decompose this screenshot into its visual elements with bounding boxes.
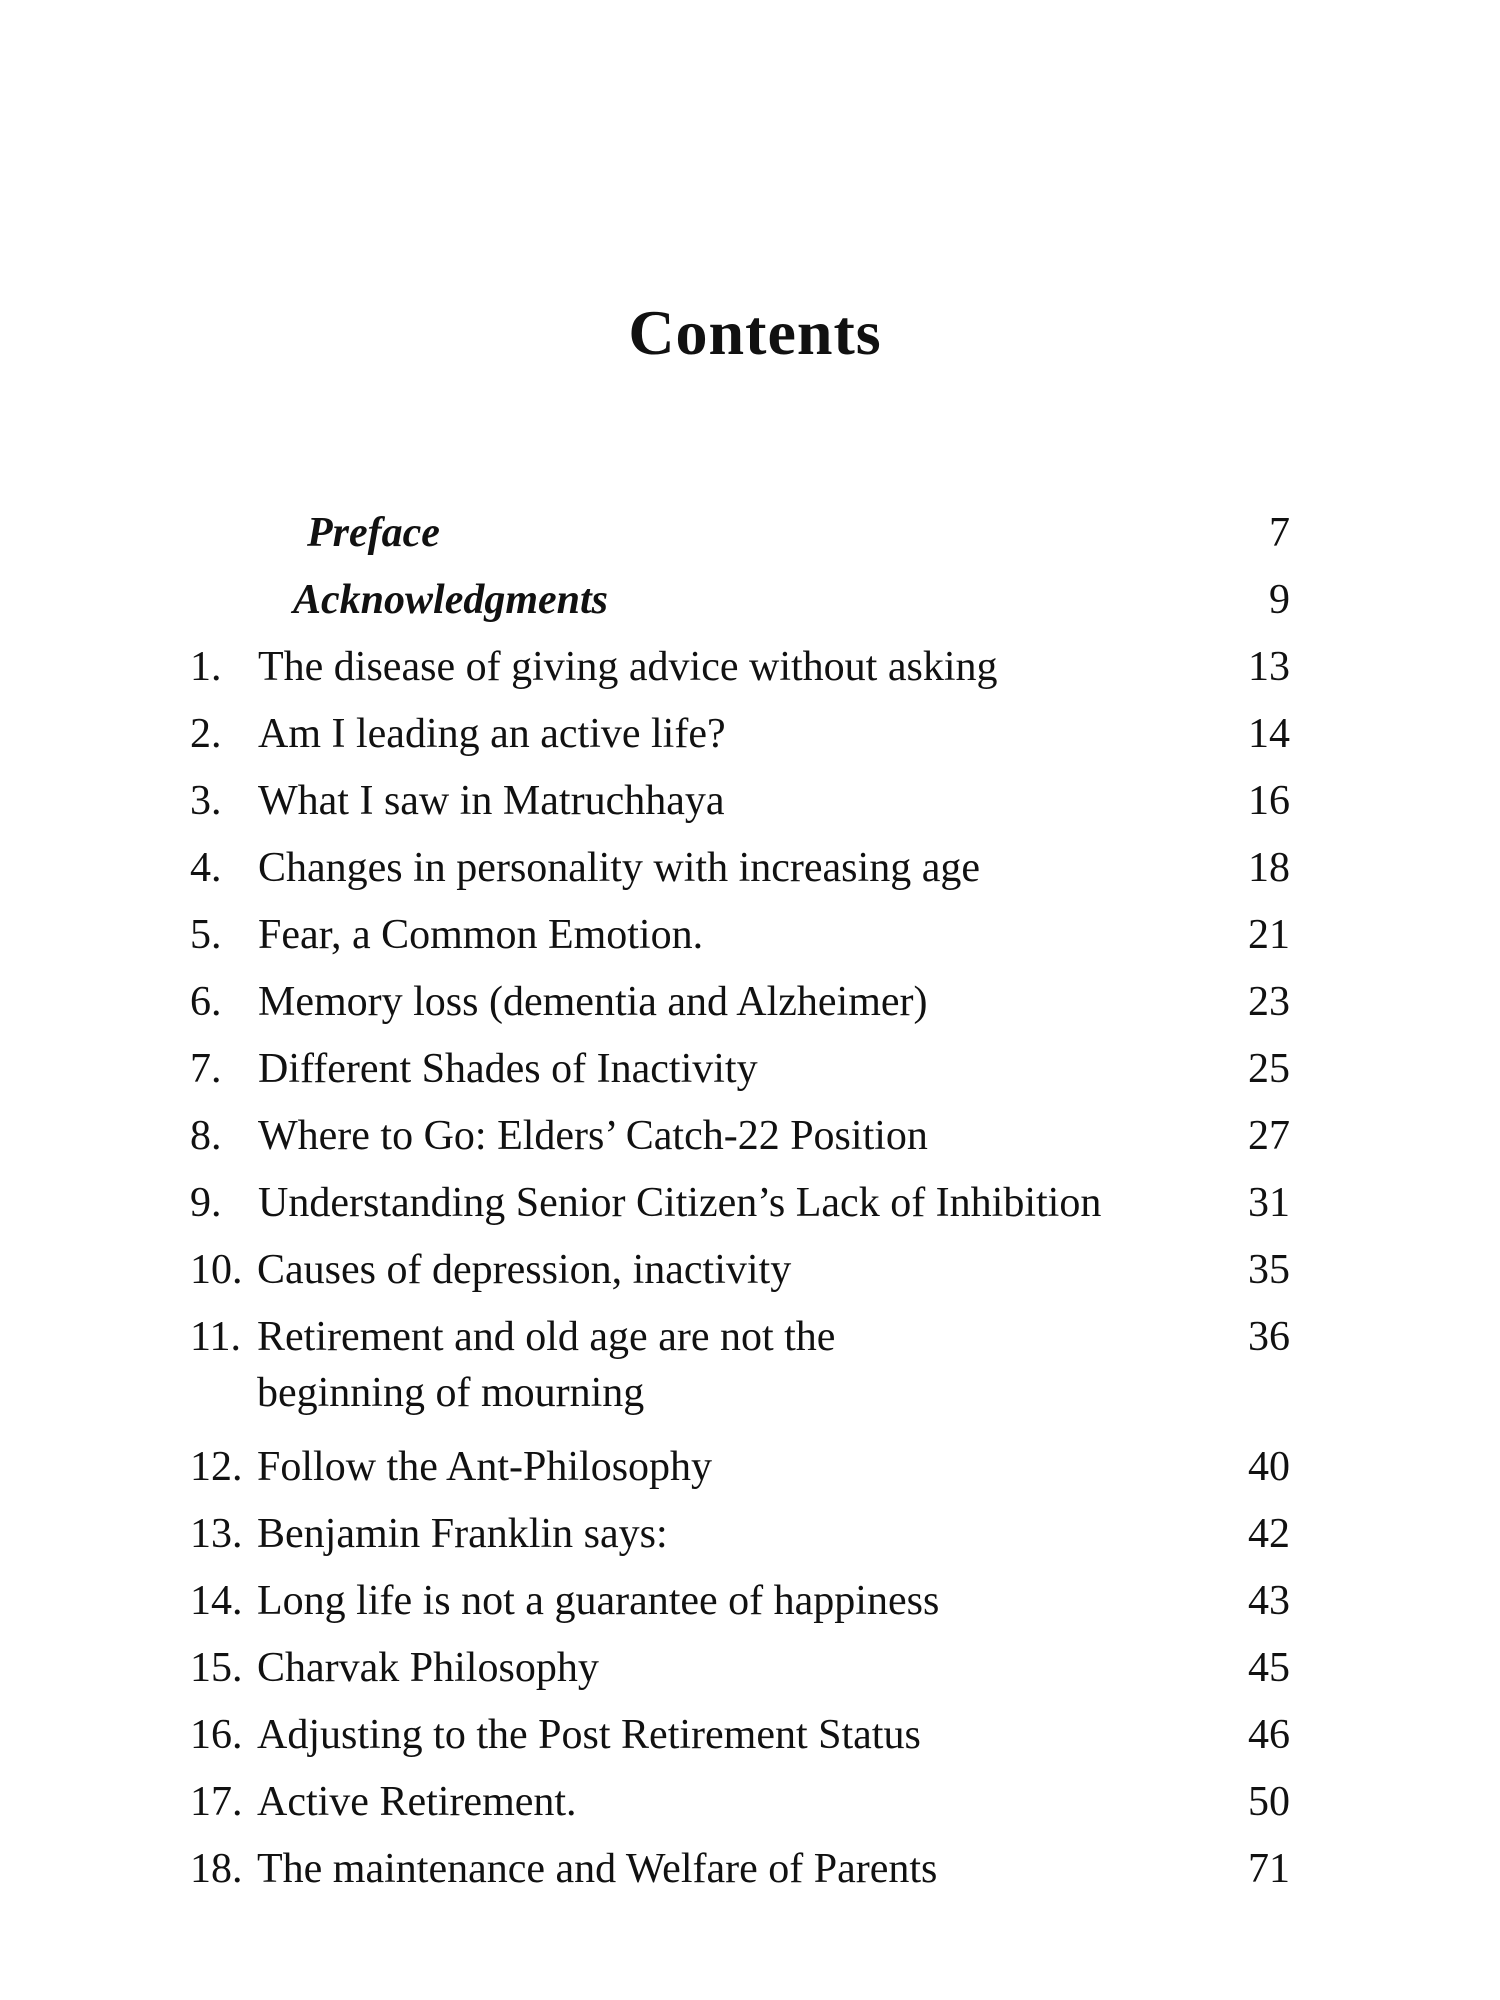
toc-entry-chapter-1[interactable] xyxy=(190,639,1290,695)
toc-entry-title: The disease of giving advice without asking xyxy=(258,644,998,690)
toc-entry-chapter-5[interactable] xyxy=(190,907,1290,963)
toc-entry-chapter-11[interactable] xyxy=(190,1309,1290,1421)
toc-entry-number: 1. xyxy=(190,644,222,690)
toc-entry-number: 10. xyxy=(190,1247,243,1293)
toc-entry-title: The maintenance and Welfare of Parents xyxy=(257,1846,938,1892)
toc-entry-page: 42 xyxy=(1248,1511,1290,1557)
toc-entry-chapter-10[interactable] xyxy=(190,1242,1290,1298)
toc-entry-title: Memory loss (dementia and Alzheimer) xyxy=(258,979,928,1025)
toc-entry-title: Causes of depression, inactivity xyxy=(257,1247,792,1293)
toc-entry-chapter-15[interactable] xyxy=(190,1640,1290,1696)
toc-entry-chapter-8[interactable] xyxy=(190,1108,1290,1164)
toc-entry-title: Adjusting to the Post Retirement Status xyxy=(257,1712,921,1758)
toc-entry-page: 27 xyxy=(1248,1113,1290,1159)
toc-entry-number: 16. xyxy=(190,1712,243,1758)
toc-entry-title: Where to Go: Elders’ Catch-22 Position xyxy=(258,1113,928,1159)
toc-entry-chapter-13[interactable] xyxy=(190,1506,1290,1562)
toc-entry-chapter-3[interactable] xyxy=(190,773,1290,829)
toc-entry-title: Preface xyxy=(307,510,440,556)
toc-entry-number: 4. xyxy=(190,845,222,891)
toc-entry-page: 13 xyxy=(1248,644,1290,690)
toc-entry-page: 7 xyxy=(1269,510,1290,556)
toc-entry-page: 45 xyxy=(1248,1645,1290,1691)
toc-entry-chapter-4[interactable] xyxy=(190,840,1290,896)
toc-entry-page: 50 xyxy=(1248,1779,1290,1825)
toc-entry-number: 7. xyxy=(190,1046,222,1092)
toc-entry-page: 9 xyxy=(1269,577,1290,623)
toc-entry-chapter-12[interactable] xyxy=(190,1439,1290,1495)
toc-entry-page: 46 xyxy=(1248,1712,1290,1758)
toc-entry-number: 3. xyxy=(190,778,222,824)
toc-entry-number: 15. xyxy=(190,1645,243,1691)
toc-entry-title: Changes in personality with increasing age xyxy=(258,845,980,891)
toc-entry-title: Benjamin Franklin says: xyxy=(257,1511,668,1557)
toc-entry-title: Active Retirement. xyxy=(257,1779,577,1825)
toc-entry-number: 8. xyxy=(190,1113,222,1159)
toc-entry-number: 18. xyxy=(190,1846,243,1892)
toc-entry-title: Acknowledgments xyxy=(293,577,609,623)
toc-entry-number: 12. xyxy=(190,1444,243,1490)
toc-entry-page: 71 xyxy=(1248,1846,1290,1892)
toc-entry-number: 14. xyxy=(190,1578,243,1624)
toc-entry-title: What I saw in Matruchhaya xyxy=(258,778,725,824)
toc-entry-title: Retirement and old age are not the beginning of mourning xyxy=(257,1314,836,1416)
toc-entry-chapter-16[interactable] xyxy=(190,1707,1290,1763)
toc-entry-page: 35 xyxy=(1248,1247,1290,1293)
toc-entry-number: 13. xyxy=(190,1511,243,1557)
toc-entry-page: 25 xyxy=(1248,1046,1290,1092)
toc-entry-page: 16 xyxy=(1248,778,1290,824)
toc-entry-chapter-2[interactable] xyxy=(190,706,1290,762)
toc-entry-preface[interactable] xyxy=(190,505,1290,561)
toc-entry-page: 40 xyxy=(1248,1444,1290,1490)
toc-entry-page: 43 xyxy=(1248,1578,1290,1624)
toc-entry-title: Charvak Philosophy xyxy=(257,1645,599,1691)
table-of-contents xyxy=(190,505,1290,1908)
toc-entry-number: 9. xyxy=(190,1180,222,1226)
toc-entry-chapter-7[interactable] xyxy=(190,1041,1290,1097)
toc-entry-page: 36 xyxy=(1248,1314,1290,1360)
toc-entry-chapter-14[interactable] xyxy=(190,1573,1290,1629)
page-title: Contents xyxy=(628,296,882,368)
toc-entry-number: 5. xyxy=(190,912,222,958)
toc-entry-number: 2. xyxy=(190,711,222,757)
toc-entry-title: Long life is not a guarantee of happiness xyxy=(257,1578,940,1624)
toc-entry-chapter-17[interactable] xyxy=(190,1774,1290,1830)
toc-entry-number: 17. xyxy=(190,1779,243,1825)
toc-entry-chapter-18[interactable] xyxy=(190,1841,1290,1897)
toc-entry-page: 21 xyxy=(1248,912,1290,958)
toc-entry-number: 6. xyxy=(190,979,222,1025)
toc-entry-title: Am I leading an active life? xyxy=(258,711,726,757)
toc-entry-page: 31 xyxy=(1248,1180,1290,1226)
toc-entry-title: Fear, a Common Emotion. xyxy=(258,912,704,958)
toc-entry-title: Follow the Ant-Philosophy xyxy=(257,1444,713,1490)
toc-entry-page: 14 xyxy=(1248,711,1290,757)
toc-entry-acknowledgments[interactable] xyxy=(190,572,1290,628)
toc-entry-page: 18 xyxy=(1248,845,1290,891)
toc-entry-title: Different Shades of Inactivity xyxy=(258,1046,758,1092)
toc-entry-chapter-9[interactable] xyxy=(190,1175,1290,1231)
toc-entry-title: Understanding Senior Citizen’s Lack of Inhibition xyxy=(258,1180,1102,1226)
toc-entry-chapter-6[interactable] xyxy=(190,974,1290,1030)
toc-entry-page: 23 xyxy=(1248,979,1290,1025)
toc-entry-number: 11. xyxy=(190,1314,241,1360)
